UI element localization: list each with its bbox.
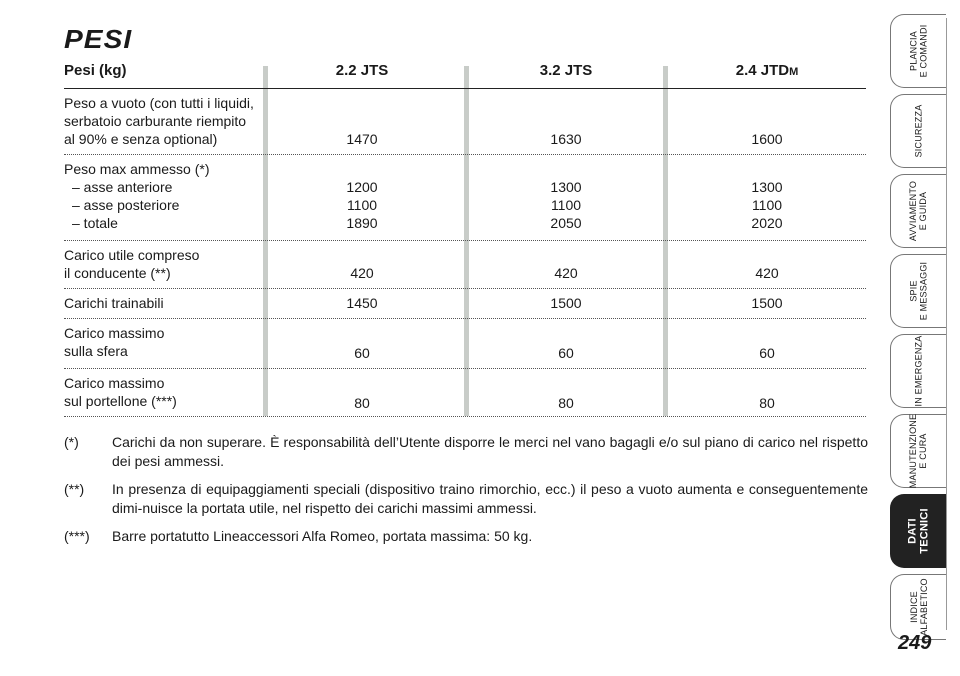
table-cell: 60 <box>558 345 574 361</box>
table-header-label: Pesi (kg) <box>64 62 127 79</box>
column-divider <box>663 66 668 416</box>
footnotes <box>64 433 868 555</box>
table-cell: 420 <box>755 265 779 281</box>
row-label-peso-max: Peso max ammesso (*) – asse anteriore – asse posteriore – totale <box>64 161 210 231</box>
footnote-text: Carichi da non superare. È responsabilità dell’Utente disporre le merci nel vano bagagli e/o sul piano di carico nel rispetto dei pesi ammessi. <box>112 434 868 469</box>
table-cell: 1500 <box>550 295 582 311</box>
row-separator <box>64 288 866 289</box>
tab-in-emergenza[interactable]: IN EMERGENZA <box>890 334 946 408</box>
tab-spie-e-messaggi[interactable]: SPIE E MESSAGGI <box>890 254 946 328</box>
tab-manutenzione-e-cura[interactable]: MANUTENZIONE E CURA <box>890 414 946 488</box>
table-cell: 1200 1100 1890 <box>346 179 378 231</box>
footnote <box>64 480 868 518</box>
table-cell: 1600 <box>751 131 783 147</box>
table-cell: 60 <box>759 345 775 361</box>
column-header-2-4-jtdm: 2.4 JTDM <box>735 62 799 79</box>
column-divider <box>464 66 469 416</box>
column-header-3-2-jts: 3.2 JTS <box>539 62 593 79</box>
table-cell: 420 <box>350 265 374 281</box>
table-cell: 1450 <box>346 295 378 311</box>
row-label-carico-utile: Carico utile compreso il conducente (**) <box>64 247 200 281</box>
row-separator <box>64 154 866 155</box>
page-number: 249 <box>898 632 932 654</box>
tab-dati-tecnici[interactable]: DATI TECNICI <box>890 494 946 568</box>
tab-avviamento-e-guida[interactable]: AVVIAMENTO E GUIDA <box>890 174 946 248</box>
footnote-text: Barre portatutto Lineaccessori Alfa Romeo, portata massima: 50 kg. <box>112 528 533 544</box>
row-separator <box>64 240 866 241</box>
footnote-mark: (*) <box>64 434 79 450</box>
table-cell: 1300 1100 2050 <box>550 179 582 231</box>
footnote-text: In presenza di equipaggiamenti speciali (dispositivo traino rimorchio, ecc.) il peso a vuoto aumenta e conseguentemente dimi-nuisce la portata utile, nel rispetto dei carichi massimi ammessi. <box>112 481 868 516</box>
footnote-mark: (**) <box>64 481 85 497</box>
table-cell: 1300 1100 2020 <box>751 179 783 231</box>
tab-plancia-e-comandi[interactable]: PLANCIA E COMANDI <box>890 14 946 88</box>
page-title: PESI <box>64 24 133 54</box>
column-header-2-2-jts: 2.2 JTS <box>335 62 389 79</box>
row-label-peso-vuoto: Peso a vuoto (con tutti i liquidi, serbatoio carburante riempito al 90% e senza optional) <box>64 95 254 147</box>
header-rule <box>64 88 866 89</box>
table-cell: 80 <box>759 395 775 411</box>
footnote <box>64 527 868 546</box>
row-separator <box>64 416 866 417</box>
row-separator <box>64 368 866 369</box>
tab-indice-alfabetico[interactable]: INDICE ALFABETICO <box>890 574 946 640</box>
tab-edge-line <box>946 18 947 630</box>
footnote-mark: (***) <box>64 528 90 544</box>
row-label-carichi-trainabili: Carichi trainabili <box>64 295 164 311</box>
row-separator <box>64 318 866 319</box>
table-cell: 420 <box>554 265 578 281</box>
row-label-carico-sfera: Carico massimo sulla sfera <box>64 325 165 359</box>
table-cell: 60 <box>354 345 370 361</box>
row-label-carico-portellone: Carico massimo sul portellone (***) <box>64 375 177 409</box>
table-cell: 80 <box>354 395 370 411</box>
tab-sicurezza[interactable]: SICUREZZA <box>890 94 946 168</box>
footnote <box>64 433 868 471</box>
table-cell: 1500 <box>751 295 783 311</box>
table-cell: 1630 <box>550 131 582 147</box>
table-cell: 1470 <box>346 131 378 147</box>
table-cell: 80 <box>558 395 574 411</box>
